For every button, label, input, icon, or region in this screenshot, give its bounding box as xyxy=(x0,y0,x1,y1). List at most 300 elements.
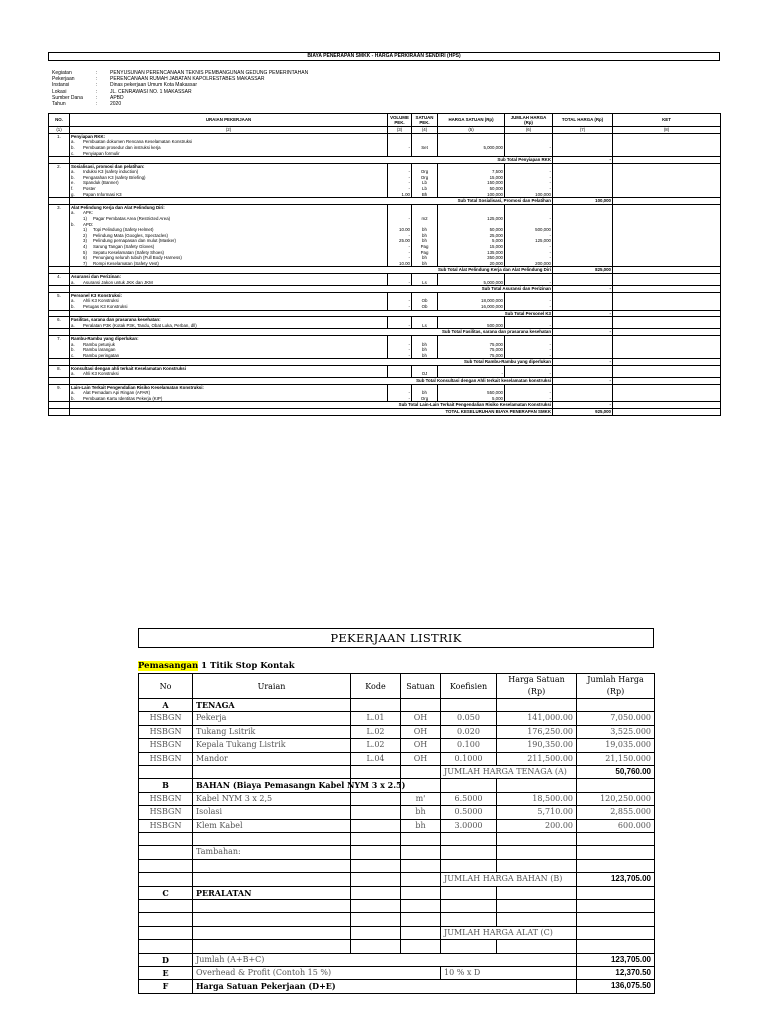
empty-cell xyxy=(497,699,577,712)
column-number: (1) xyxy=(49,127,70,134)
tambahan-row xyxy=(139,846,655,859)
harga-satuan-cell: 15,000 xyxy=(438,244,505,250)
section-label: TENAGA xyxy=(193,699,351,712)
volume-cell: - xyxy=(388,298,412,304)
row-value: 136,075.50 xyxy=(577,980,655,993)
harga-satuan-cell: 18,000,000 xyxy=(438,298,505,304)
satuan-cell: bh xyxy=(412,390,438,396)
row-jumlah: 19,035.000 xyxy=(577,739,655,752)
jumlah-a-row xyxy=(139,766,655,779)
row-satuan: m' xyxy=(401,792,441,805)
harga-satuan-cell: - xyxy=(438,371,505,377)
item-text: Spanduk (Banner) xyxy=(83,180,119,186)
table-header xyxy=(49,114,721,127)
item-number: 3) xyxy=(83,238,87,244)
harga-satuan-cell: 550,000 xyxy=(438,390,505,396)
item-number: 1) xyxy=(83,227,87,233)
harga-satuan-cell: 125,000 xyxy=(438,216,505,222)
satuan-cell: OJ xyxy=(412,371,438,377)
item-letter: b. xyxy=(71,221,75,227)
empty-cell xyxy=(139,913,193,926)
harga-satuan-cell: 50,000 xyxy=(438,186,505,192)
tenaga-row xyxy=(139,752,655,765)
item-number: 2) xyxy=(83,232,87,238)
column-number: (2) xyxy=(70,127,388,134)
info-colon: : xyxy=(96,100,98,107)
highlighted-word: Pemasangan xyxy=(138,661,199,671)
harga-satuan-cell: 75,000 xyxy=(438,347,505,353)
empty-cell xyxy=(401,900,441,913)
jumlah-label: JUMLAH HARGA BAHAN (B) xyxy=(441,873,577,886)
row-satuan: OH xyxy=(401,712,441,725)
empty-cell xyxy=(351,846,401,859)
empty-cell xyxy=(497,859,577,872)
subtotal-label: Sub Total Rambu-Rambu yang diperlukan xyxy=(70,359,553,366)
item-text: Rambu-Rambu yang diperlukan: xyxy=(71,335,139,341)
subtotal-row xyxy=(49,359,721,366)
item-text: Rambu larangan xyxy=(83,347,116,353)
section-b-row xyxy=(139,779,655,792)
column-number: (6) xyxy=(505,127,553,134)
empty-cell xyxy=(401,886,441,899)
empty-cell xyxy=(193,859,351,872)
jumlah-label: JUMLAH HARGA ALAT (C) xyxy=(441,926,577,939)
jumlah-b-row xyxy=(139,873,655,886)
harga-satuan-cell: 20,000 xyxy=(438,261,505,267)
empty-cell xyxy=(193,913,351,926)
section-label: BAHAN (Biaya Pemasangn Kabel NYM 3 x 2.5) xyxy=(193,779,351,792)
header-satuan: Satuan xyxy=(401,674,441,699)
row-value: 12,370.50 xyxy=(577,967,655,980)
row-koefisien: 0.1000 xyxy=(441,752,497,765)
listrik-title: PEKERJAAN LISTRIK xyxy=(138,628,654,648)
subtotal-value: - xyxy=(553,359,613,366)
empty-row xyxy=(139,913,655,926)
empty-cell xyxy=(441,913,497,926)
document-title: BIAYA PENERAPAN SMKK - HARGA PERKIRAAN SENDIRI (HPS) xyxy=(48,52,720,61)
item-text: Asuransi Jakon untuk JKK dan JKM xyxy=(83,279,153,285)
item-number: 4) xyxy=(83,244,87,249)
item-text: Fasilitas, sarana dan prasarana kesehatan: xyxy=(71,317,161,323)
subtotal-row xyxy=(49,310,721,317)
row-source: HSBGN xyxy=(139,792,193,805)
item-text: Pembuatan Kartu Identitas Pekerja (KIP) xyxy=(83,395,163,401)
item-text: APK: xyxy=(83,210,94,216)
no-cell: 4. xyxy=(49,273,70,279)
no-cell xyxy=(49,267,70,274)
subtotal-label: Sub Total Fasilitas, sarana dan prasarana kesehatan xyxy=(70,329,553,336)
row-jumlah: 3,525.000 xyxy=(577,725,655,738)
row-satuan: OH xyxy=(401,752,441,765)
row-jumlah: 2,855.000 xyxy=(577,806,655,819)
row-uraian: Tukang Lsitrik xyxy=(193,725,351,738)
no-cell: 8. xyxy=(49,365,70,371)
volume-cell: - xyxy=(388,280,412,286)
empty-cell xyxy=(401,833,441,846)
harga-satuan-cell: 16,000,000 xyxy=(438,304,505,310)
jumlah-harga-cell: - xyxy=(505,186,553,192)
listrik-subtitle xyxy=(138,659,654,673)
subtotal-label: TOTAL KESELURUHAN BIAYA PENERAPAN SMKK xyxy=(70,409,553,416)
row-jumlah: 120,250.000 xyxy=(577,792,655,805)
no-cell xyxy=(49,329,70,336)
info-value: Dinas pekerjaan Umum Kota Makassar xyxy=(110,82,197,89)
empty-cell xyxy=(497,833,577,846)
info-key: Lokasi xyxy=(52,88,67,95)
item-text: Lain-Lain Terkait Pengendalian Risiko Keselamatan Konstruksi: xyxy=(71,384,204,390)
item-text: Personel K3 Konstruksi: xyxy=(71,292,122,298)
subtotal-label: Sub Total Lain-Lain Terkait Pengendalian Risiko Keselamatan Konstruksi xyxy=(70,402,553,409)
info-key: Kegiatan xyxy=(52,70,72,76)
subtotal-label: Sub Total Personel K3 xyxy=(70,310,553,317)
volume-cell: 10.00 xyxy=(388,261,412,267)
item-letter: b. xyxy=(71,144,75,150)
volume-cell: - xyxy=(388,390,412,396)
satuan-cell: bh xyxy=(412,261,438,267)
item-letter: b. xyxy=(71,395,75,401)
harga-satuan-cell: 15,000 xyxy=(438,175,505,181)
jumlah-harga-cell: - xyxy=(505,371,553,377)
harga-satuan-cell: 5,000,000 xyxy=(438,145,505,151)
empty-cell xyxy=(441,886,497,899)
empty-cell xyxy=(139,926,193,939)
jumlah-harga-cell: - xyxy=(505,298,553,304)
subtotal-label: Sub Total Sosialisasi, Promosi dan Pelatihan xyxy=(70,198,553,205)
subtotal-value: - xyxy=(553,310,613,317)
empty-cell xyxy=(577,886,655,899)
column-number: (4) xyxy=(412,127,438,134)
column-number: (3) xyxy=(388,127,412,134)
satuan-cell: Lb xyxy=(412,180,438,186)
empty-cell xyxy=(577,900,655,913)
row-kode: L.01 xyxy=(351,712,401,725)
jumlah-harga-cell: - xyxy=(505,145,553,151)
jumlah-value xyxy=(577,926,655,939)
jumlah-harga-cell: - xyxy=(505,169,553,175)
volume-cell: - xyxy=(388,250,412,256)
item-text: Sarung Tangan (Safety Gloves) xyxy=(93,244,155,249)
row-uraian: Pekerja xyxy=(193,712,351,725)
harga-satuan-cell: 350,000 xyxy=(438,255,505,261)
jumlah-harga-cell: - xyxy=(505,233,553,239)
empty-cell xyxy=(441,699,497,712)
satuan-cell: bh xyxy=(412,255,438,261)
empty-cell xyxy=(351,873,401,886)
empty-row xyxy=(139,859,655,872)
empty-cell xyxy=(351,900,401,913)
empty-cell xyxy=(577,699,655,712)
empty-row xyxy=(139,940,655,953)
no-cell xyxy=(49,409,70,416)
ket-cell xyxy=(613,157,721,164)
row-jumlah: 21,150.000 xyxy=(577,752,655,765)
empty-cell xyxy=(441,779,497,792)
empty-cell xyxy=(193,926,351,939)
empty-cell xyxy=(351,886,401,899)
row-koefisien: 0.5000 xyxy=(441,806,497,819)
no-cell: 7. xyxy=(49,335,70,341)
jumlah-harga-cell: - xyxy=(505,280,553,286)
row-jumlah: 600.000 xyxy=(577,819,655,832)
info-colon: : xyxy=(96,76,98,83)
jumlah-harga-cell: - xyxy=(505,390,553,396)
empty-cell xyxy=(577,940,655,953)
satuan-cell: Ls xyxy=(412,323,438,329)
empty-cell xyxy=(139,846,193,859)
info-value: APBD xyxy=(110,94,124,101)
empty-cell xyxy=(401,859,441,872)
info-value: JL. CENRAWASI NO. 1 MAKASSAR xyxy=(110,88,192,95)
empty-cell xyxy=(401,913,441,926)
item-text: Penyiapan RKK: xyxy=(71,133,106,139)
header-kode: Kode xyxy=(351,674,401,699)
item-text: Konsultasi dengan ahli terkait Keselamatan Konstruksi xyxy=(71,365,186,371)
empty-cell xyxy=(139,940,193,953)
row-koefisien: 0.050 xyxy=(441,712,497,725)
harga-satuan-cell: 135,000 xyxy=(438,250,505,256)
tenaga-row xyxy=(139,739,655,752)
jumlah-harga-cell: - xyxy=(505,175,553,181)
satuan-cell: Pag xyxy=(412,250,438,256)
no-cell xyxy=(49,286,70,293)
harga-satuan-cell: 150,000 xyxy=(438,180,505,186)
header-cell: URAIAN PEKERJAAN xyxy=(70,114,388,127)
ahsp-header-row xyxy=(139,674,655,699)
item-text: Papan Informasi K3 xyxy=(83,191,122,197)
harga-f-row xyxy=(139,980,655,993)
no-cell: 5. xyxy=(49,292,70,298)
row-harga: 18,500.00 xyxy=(497,792,577,805)
item-letter: c. xyxy=(71,150,75,156)
empty-cell xyxy=(193,900,351,913)
satuan-cell: Org xyxy=(412,396,438,402)
empty-cell xyxy=(193,766,351,779)
empty-cell xyxy=(441,846,497,859)
section-no: A xyxy=(139,699,193,712)
row-koefisien: 0.020 xyxy=(441,725,497,738)
tambahan-label: Tambahan: xyxy=(193,846,351,859)
volume-cell: 10.00 xyxy=(388,227,412,233)
subtotal-value: - xyxy=(553,329,613,336)
item-text: Pelindung Mata (Googles, Spectacles) xyxy=(93,232,168,238)
volume-cell: - xyxy=(388,169,412,175)
harga-satuan-cell: 5,000 xyxy=(438,238,505,244)
row-kode: L.02 xyxy=(351,739,401,752)
item-text: Sosialisasi, promosi dan pelatihan: xyxy=(71,163,145,169)
item-letter: a. xyxy=(71,298,75,304)
empty-cell xyxy=(577,779,655,792)
satuan-cell: Org xyxy=(412,169,438,175)
row-uraian: Klem Kabel xyxy=(193,819,351,832)
row-source: HSBGN xyxy=(139,725,193,738)
item-letter: a. xyxy=(71,139,75,145)
item-letter: a. xyxy=(71,371,75,377)
empty-cell xyxy=(497,886,577,899)
no-cell xyxy=(49,378,70,385)
subtotal-row xyxy=(49,402,721,409)
row-kode xyxy=(351,806,401,819)
ket-cell xyxy=(613,409,721,416)
volume-cell: 25.00 xyxy=(388,238,412,244)
jumlah-harga-cell: - xyxy=(505,250,553,256)
header-cell: JUMLAH HARGA (Rp) xyxy=(505,114,553,127)
ket-cell xyxy=(613,359,721,366)
harga-satuan-cell: 25,000 xyxy=(438,233,505,239)
subtotal-row xyxy=(49,267,721,274)
empty-row xyxy=(139,900,655,913)
empty-cell xyxy=(577,913,655,926)
empty-cell xyxy=(351,833,401,846)
empty-row xyxy=(139,833,655,846)
item-text: Peralatan P3K (Kotak P3K, Tandu, Obat Luka, Perban, dll) xyxy=(83,322,197,328)
empty-cell xyxy=(497,846,577,859)
jumlah-harga-cell: - xyxy=(505,180,553,186)
subtotal-value: 925,000 xyxy=(553,409,613,416)
smkk-document xyxy=(48,52,720,416)
empty-cell xyxy=(401,846,441,859)
harga-satuan-cell: 75,000 xyxy=(438,353,505,359)
ket-cell xyxy=(613,310,721,317)
empty-cell xyxy=(441,940,497,953)
volume-cell: - xyxy=(388,396,412,402)
volume-cell: - xyxy=(388,304,412,310)
item-text: Penyiapan formulir xyxy=(83,150,120,156)
section-no: B xyxy=(139,779,193,792)
satuan-cell: bh xyxy=(412,347,438,353)
item-text: Asuransi dan Perizinan: xyxy=(71,273,122,279)
pekerjaan-listrik-section xyxy=(138,628,654,994)
item-letter: b. xyxy=(71,347,75,353)
row-koefisien: 0.100 xyxy=(441,739,497,752)
empty-cell xyxy=(351,940,401,953)
jumlah-harga-cell: - xyxy=(505,342,553,348)
empty-cell xyxy=(577,846,655,859)
subtotal-value: - xyxy=(553,157,613,164)
empty-cell xyxy=(441,833,497,846)
harga-satuan-cell: 100,000 xyxy=(438,192,505,198)
no-cell xyxy=(49,157,70,164)
subtotal-label: Sub Total Penyiapan RKK xyxy=(70,157,553,164)
header-harga-satuan: Harga Satuan (Rp) xyxy=(497,674,577,699)
harga-satuan-cell: 500,000 xyxy=(438,323,505,329)
row-koefisien: 6.5000 xyxy=(441,792,497,805)
subtotal-label: Sub Total Alat Pelindung Kerja dan Alat Pelindung Diri xyxy=(70,267,553,274)
item-letter: b. xyxy=(71,303,75,309)
header-jumlah-harga: Jumlah Harga (Rp) xyxy=(577,674,655,699)
subtotal-row xyxy=(49,157,721,164)
row-source: HSBGN xyxy=(139,752,193,765)
no-cell: 9. xyxy=(49,384,70,390)
jumlah-harga-cell: - xyxy=(505,304,553,310)
item-letter: a. xyxy=(71,210,75,216)
empty-cell xyxy=(497,913,577,926)
project-info xyxy=(52,70,720,107)
jumlah-harga-cell: 100,000 xyxy=(505,192,553,198)
row-no: E xyxy=(139,967,193,980)
item-text: Penunjang seluruh tubuh (Full Body Harness) xyxy=(93,255,182,261)
item-text: Ahli K3 Konstruksi xyxy=(83,298,119,304)
volume-cell: - xyxy=(388,180,412,186)
volume-cell: - xyxy=(388,323,412,329)
empty-cell xyxy=(351,926,401,939)
smkk-table xyxy=(48,113,721,416)
volume-cell: - xyxy=(388,175,412,181)
item-text: Ahli K3 Konstruksi xyxy=(83,371,119,377)
harga-satuan-cell: 5,000 xyxy=(438,396,505,402)
info-colon: : xyxy=(96,94,98,101)
subtitle-rest: 1 Titik Stop Kontak xyxy=(198,661,295,671)
item-text: Poster xyxy=(83,186,96,192)
ket-cell xyxy=(613,267,721,274)
item-letter: a. xyxy=(71,322,75,328)
subtotal-row xyxy=(49,286,721,293)
subtotal-label: Sub Total Asuransi dan Perizinan xyxy=(70,286,553,293)
empty-cell xyxy=(577,833,655,846)
item-letter: a. xyxy=(71,169,75,175)
ket-cell xyxy=(613,402,721,409)
header-cell: NO. xyxy=(49,114,70,127)
item-number: 6) xyxy=(83,255,87,261)
row-satuan: bh xyxy=(401,819,441,832)
empty-cell xyxy=(193,873,351,886)
row-satuan: OH xyxy=(401,725,441,738)
jumlah-harga-cell: - xyxy=(505,347,553,353)
header-cell: HARGA SATUAN (Rp) xyxy=(438,114,505,127)
row-value: 123,705.00 xyxy=(577,953,655,966)
empty-cell xyxy=(139,900,193,913)
info-key: Sumber Dana xyxy=(52,94,83,101)
header-koefisien: Koefisien xyxy=(441,674,497,699)
satuan-cell: bh xyxy=(412,238,438,244)
volume-cell: - xyxy=(388,216,412,222)
volume-cell: - xyxy=(388,244,412,250)
column-number: (5) xyxy=(438,127,505,134)
no-cell: 2. xyxy=(49,163,70,169)
jumlah-harga-cell: - xyxy=(505,216,553,222)
item-letter: a. xyxy=(71,341,75,347)
jumlah-harga-cell: 200,000 xyxy=(505,261,553,267)
empty-cell xyxy=(401,779,441,792)
row-uraian: Kepala Tukang Listrik xyxy=(193,739,351,752)
row-kode: L.04 xyxy=(351,752,401,765)
row-source: HSBGN xyxy=(139,819,193,832)
item-text: Alat Pemadam Api Ringan (APAR) xyxy=(83,390,151,396)
subtotal-label: Sub Total Konsultasi dengan Ahli terkait keselamatan konstruksi xyxy=(70,378,553,385)
total-d-row xyxy=(139,953,655,966)
subtotal-row xyxy=(49,329,721,336)
row-harga: 176,250.00 xyxy=(497,725,577,738)
header-cell: TOTAL HARGA (Rp) xyxy=(553,114,613,127)
row-harga: 141,000.00 xyxy=(497,712,577,725)
satuan-cell: bh xyxy=(412,353,438,359)
harga-satuan-cell: 5,000,000 xyxy=(438,280,505,286)
item-text: Rambu peringatan xyxy=(83,352,120,358)
satuan-cell: bh xyxy=(412,342,438,348)
item-text: Pelindung pernapasan dan mulut (Masker) xyxy=(93,238,176,244)
empty-cell xyxy=(441,859,497,872)
row-source: HSBGN xyxy=(139,739,193,752)
satuan-cell: m2 xyxy=(412,216,438,222)
item-letter: a. xyxy=(71,279,75,285)
section-label: PERALATAN xyxy=(193,886,351,899)
info-key: Tahun xyxy=(52,100,66,107)
subtotal-value: - xyxy=(553,402,613,409)
item-letter: g. xyxy=(71,191,75,197)
row-harga: 190,350.00 xyxy=(497,739,577,752)
item-letter: f. xyxy=(71,186,74,192)
row-kode xyxy=(351,792,401,805)
section-c-row xyxy=(139,886,655,899)
